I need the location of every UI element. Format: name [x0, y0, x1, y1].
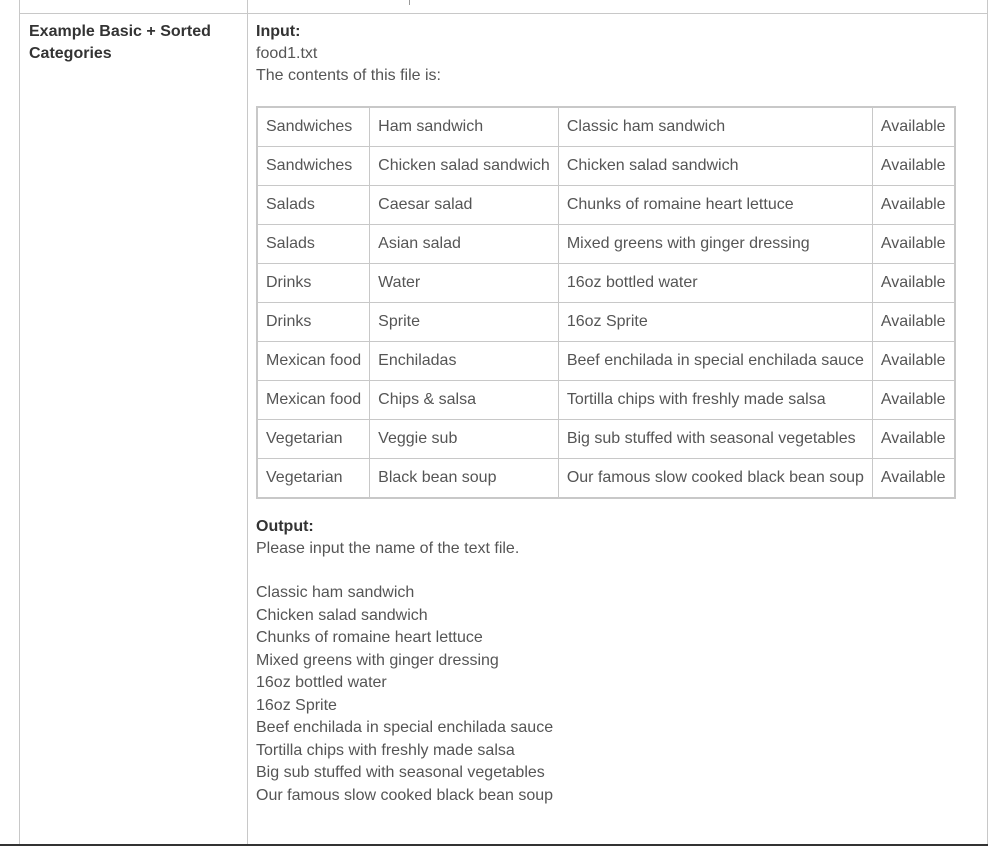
output-line: Chunks of romaine heart lettuce	[256, 629, 483, 646]
input-filename: food1.txt	[256, 45, 318, 62]
output-line: Our famous slow cooked black bean soup	[256, 786, 554, 804]
input-heading: Input:	[256, 23, 301, 40]
output-prompt: Please input the name of the text file.	[256, 540, 520, 557]
item-name-cell: Chicken salad sandwich	[370, 147, 559, 186]
output-line: Classic ham sandwich	[256, 584, 415, 601]
example-content	[256, 21, 976, 807]
item-name-cell: Enchiladas	[370, 342, 559, 381]
table-row	[257, 342, 955, 381]
table-row	[257, 303, 955, 342]
table-row	[257, 225, 955, 264]
table-border-left	[19, 0, 20, 846]
food-file-table-body	[257, 107, 955, 498]
table-row	[257, 420, 955, 459]
description-cell: 16oz Sprite	[558, 303, 872, 342]
item-name-cell: Sprite	[370, 303, 559, 342]
table-row	[257, 459, 955, 499]
availability-cell: Available	[872, 459, 954, 499]
example-row-label: Example Basic + Sorted Categories	[29, 23, 211, 62]
item-name-cell: Veggie sub	[370, 420, 559, 459]
availability-cell: Available	[872, 107, 954, 147]
category-cell: Mexican food	[257, 381, 370, 420]
category-cell: Drinks	[257, 264, 370, 303]
category-cell: Drinks	[257, 303, 370, 342]
item-name-cell: Black bean soup	[370, 459, 559, 499]
description-cell: Mixed greens with ginger dressing	[558, 225, 872, 264]
output-line: Tortilla chips with freshly made salsa	[256, 741, 515, 759]
previous-row-edge	[409, 0, 410, 5]
output-line: Mixed greens with ginger dressing	[256, 651, 499, 669]
description-cell: Tortilla chips with freshly made salsa	[558, 381, 872, 420]
availability-cell: Available	[872, 147, 954, 186]
category-cell: Sandwiches	[257, 147, 370, 186]
category-cell: Vegetarian	[257, 420, 370, 459]
availability-cell: Available	[872, 264, 954, 303]
description-cell: 16oz bottled water	[558, 264, 872, 303]
description-cell: Chicken salad sandwich	[558, 147, 872, 186]
category-cell: Salads	[257, 186, 370, 225]
table-column-divider	[247, 0, 248, 846]
output-line: Chicken salad sandwich	[256, 606, 428, 624]
output-lines	[256, 582, 976, 807]
item-name-cell: Ham sandwich	[370, 107, 559, 147]
table-row	[257, 264, 955, 303]
table-row	[257, 186, 955, 225]
description-cell: Our famous slow cooked black bean soup	[558, 459, 872, 499]
output-blank-line	[256, 560, 976, 582]
table-row-divider	[19, 13, 988, 14]
table-row	[257, 147, 955, 186]
availability-cell: Available	[872, 186, 954, 225]
output-line: Big sub stuffed with seasonal vegetables	[256, 764, 545, 781]
availability-cell: Available	[872, 342, 954, 381]
output-line: 16oz Sprite	[256, 696, 337, 714]
description-cell: Big sub stuffed with seasonal vegetables	[558, 420, 872, 459]
output-heading: Output:	[256, 518, 314, 535]
table-row	[257, 107, 955, 147]
description-cell: Beef enchilada in special enchilada sauce	[558, 342, 872, 381]
category-cell: Salads	[257, 225, 370, 264]
output-line: 16oz bottled water	[256, 674, 387, 691]
item-name-cell: Water	[370, 264, 559, 303]
output-line: Beef enchilada in special enchilada sauce	[256, 719, 554, 736]
availability-cell: Available	[872, 303, 954, 342]
input-description: The contents of this file is:	[256, 67, 441, 84]
availability-cell: Available	[872, 420, 954, 459]
food-file-table	[256, 106, 956, 499]
item-name-cell: Asian salad	[370, 225, 559, 264]
description-cell: Chunks of romaine heart lettuce	[558, 186, 872, 225]
category-cell: Vegetarian	[257, 459, 370, 499]
availability-cell: Available	[872, 381, 954, 420]
table-row	[257, 381, 955, 420]
availability-cell: Available	[872, 225, 954, 264]
category-cell: Mexican food	[257, 342, 370, 381]
category-cell: Sandwiches	[257, 107, 370, 147]
item-name-cell: Chips & salsa	[370, 381, 559, 420]
description-cell: Classic ham sandwich	[558, 107, 872, 147]
item-name-cell: Caesar salad	[370, 186, 559, 225]
